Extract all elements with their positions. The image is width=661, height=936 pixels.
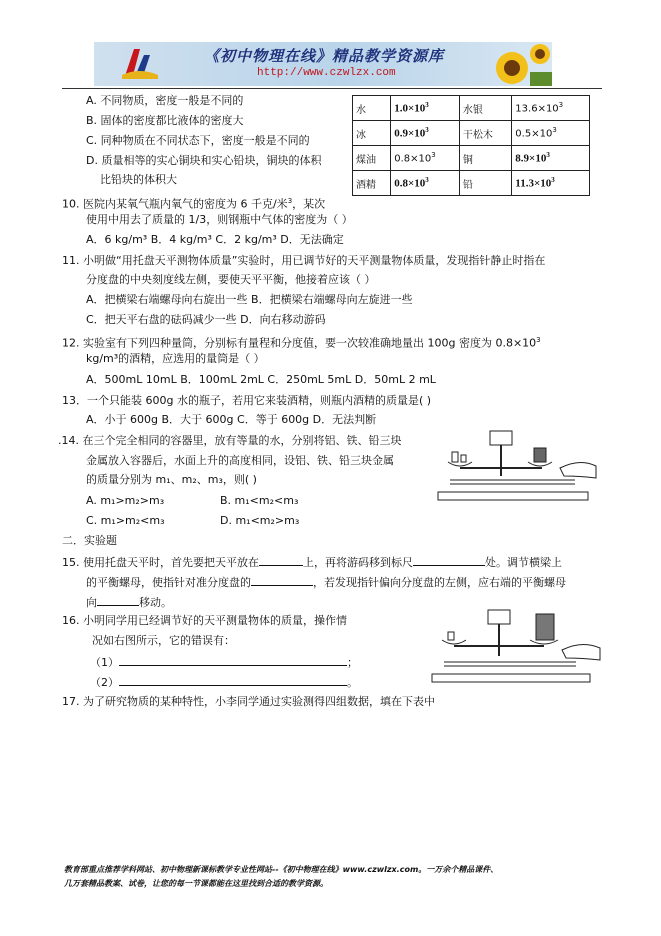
density-table: [352, 95, 590, 196]
q11-options-cd: C．把天平右盘的砝码减少一些 D．向右移动游码: [86, 313, 326, 326]
q9-option-c: C. 同种物质在不同状态下，密度一般是不同的: [86, 134, 310, 147]
q12-line2: kg/m³的酒精，应选用的量筒是（ ）: [86, 352, 265, 365]
section-title: 二．实验题: [62, 534, 117, 547]
table-cell: 水银: [459, 96, 511, 121]
table-cell: $11.3\times 10^3$: [512, 171, 590, 196]
q10-line1: 10. 医院内某氧气瓶内氧气的密度为 6 千克/米$^3$，某次: [62, 197, 326, 211]
q14-option-c: C. m₁>m₂<m₃: [86, 514, 165, 527]
q11-line1: 11. 小明做“用托盘天平测物体质量”实验时，用已调节好的天平测量物体质量，发现指针静止时指在: [62, 254, 546, 267]
table-cell: 铅: [459, 171, 511, 196]
q11-options-ab: A．把横梁右端螺母向右旋出一些 B．把横梁右端螺母向左旋进一些: [86, 293, 413, 306]
answer-blank[interactable]: [97, 593, 139, 606]
q16-item1: （1） ；: [90, 653, 358, 671]
q17-line1: 17. 为了研究物质的某种特性，小李同学通过实验测得四组数据，填在下表中: [62, 695, 435, 708]
table-cell: 水: [353, 96, 391, 121]
q16-line2: 况如右图所示，它的错误有：: [92, 634, 235, 647]
table-cell: 冰: [353, 121, 391, 146]
q15-line2: 的平衡螺母，使指针对准分度盘的 ，若发现指针偏向分度盘的左侧，应右端的平衡螺母: [86, 573, 566, 591]
q14-option-a: A. m₁>m₂>m₃: [86, 494, 165, 507]
q12-options: A．500mL 10mL B．100mL 2mL C．250mL 5mL D．50mL 2 mL: [86, 373, 436, 386]
q16-item2: （2） 。: [90, 673, 358, 691]
table-cell: $8.9\times 10^3$: [512, 146, 590, 171]
table-cell: 酒精: [353, 171, 391, 196]
answer-blank[interactable]: [251, 573, 313, 586]
banner-title: 《初中物理在线》精品教学资源库: [204, 47, 445, 65]
answer-blank[interactable]: [259, 553, 303, 566]
table-cell: 干松木: [459, 121, 511, 146]
q10-line2: 使用中用去了质量的 1/3，则钢瓶中气体的密度为（ ）: [86, 213, 353, 226]
table-cell: $13.6\times 10^3$: [512, 96, 590, 121]
q9-option-a: A. 不同物质，密度一般是不同的: [86, 94, 244, 107]
header-divider: [62, 88, 602, 89]
q9-option-d-cont: 比铅块的体积大: [100, 173, 177, 186]
header-banner: [94, 42, 552, 86]
footer-line2: 几万套精品教案、试卷，让您的每一节课都能在这里找到合适的教学资源。: [64, 879, 328, 888]
balance-figure-2-icon: [426, 606, 602, 688]
q16-line1: 16. 小明同学用已经调节好的天平测量物体的质量，操作情: [62, 614, 347, 627]
q12-line1: 12. 实验室有下列四种量筒，分别标有量程和分度值，要一次较准确地量出 100g 密度为 $0.8\times 10^3$: [62, 336, 541, 350]
table-cell: $0.5\times 10^3$: [512, 121, 590, 146]
answer-blank[interactable]: [119, 653, 347, 666]
q15-line1: 15. 使用托盘天平时，首先要把天平放在 上，再将游码移到标尺 处。调节横梁上: [62, 553, 562, 571]
q11-line2: 分度盘的中央刻度线左侧，要使天平平衡，他接着应该（ ）: [86, 273, 376, 286]
logo-icon: [120, 45, 160, 83]
q13-options: A．小于 600g B．大于 600g C．等于 600g D．无法判断: [86, 413, 377, 426]
table-cell: 铜: [459, 146, 511, 171]
q14-line3: 的质量分别为 m₁、m₂、m₃，则( ): [86, 473, 257, 486]
table-cell: $0.9\times 10^3$: [391, 121, 460, 146]
banner-url[interactable]: http://www.czwlzx.com: [257, 67, 396, 79]
q10-options: A．6 kg/m³ B．4 kg/m³ C．2 kg/m³ D．无法确定: [86, 233, 344, 246]
table-cell: $1.0\times 10^3$: [391, 96, 460, 121]
q9-option-d: D. 质量相等的实心铜块和实心铅块，铜块的体积: [86, 154, 322, 167]
table-cell: $0.8\times 10^3$: [391, 171, 460, 196]
q14-line1: .14. 在三个完全相同的容器里，放有等量的水，分别将铝、铁、铅三块: [58, 434, 402, 447]
q14-option-d: D. m₁<m₂>m₃: [220, 514, 300, 527]
footer-line1: 教育部重点推荐学科网站、初中物理新课标教学专业性网站--《初中物理在线》www.czwlzx.com。一万余个精品课件、: [64, 865, 499, 874]
table-row: [353, 96, 590, 121]
table-row: [353, 146, 590, 171]
q13-line1: 13．一个只能装 600g 水的瓶子，若用它来装酒精，则瓶内酒精的质量是( ): [62, 394, 432, 407]
table-cell: $0.8\times 10^3$: [391, 146, 460, 171]
table-row: [353, 121, 590, 146]
answer-blank[interactable]: [413, 553, 485, 566]
q15-line3: 向 移动。: [86, 593, 172, 611]
balance-figure-1-icon: [430, 428, 600, 506]
q14-line2: 金属放入容器后，水面上升的高度相同，设铝、铁、铅三块金属: [86, 454, 394, 467]
table-cell: 煤油: [353, 146, 391, 171]
sunflower-icon: [486, 42, 552, 86]
q14-option-b: B. m₁<m₂<m₃: [220, 494, 299, 507]
answer-blank[interactable]: [119, 673, 347, 686]
table-row: [353, 171, 590, 196]
q9-option-b: B. 固体的密度都比液体的密度大: [86, 114, 244, 127]
